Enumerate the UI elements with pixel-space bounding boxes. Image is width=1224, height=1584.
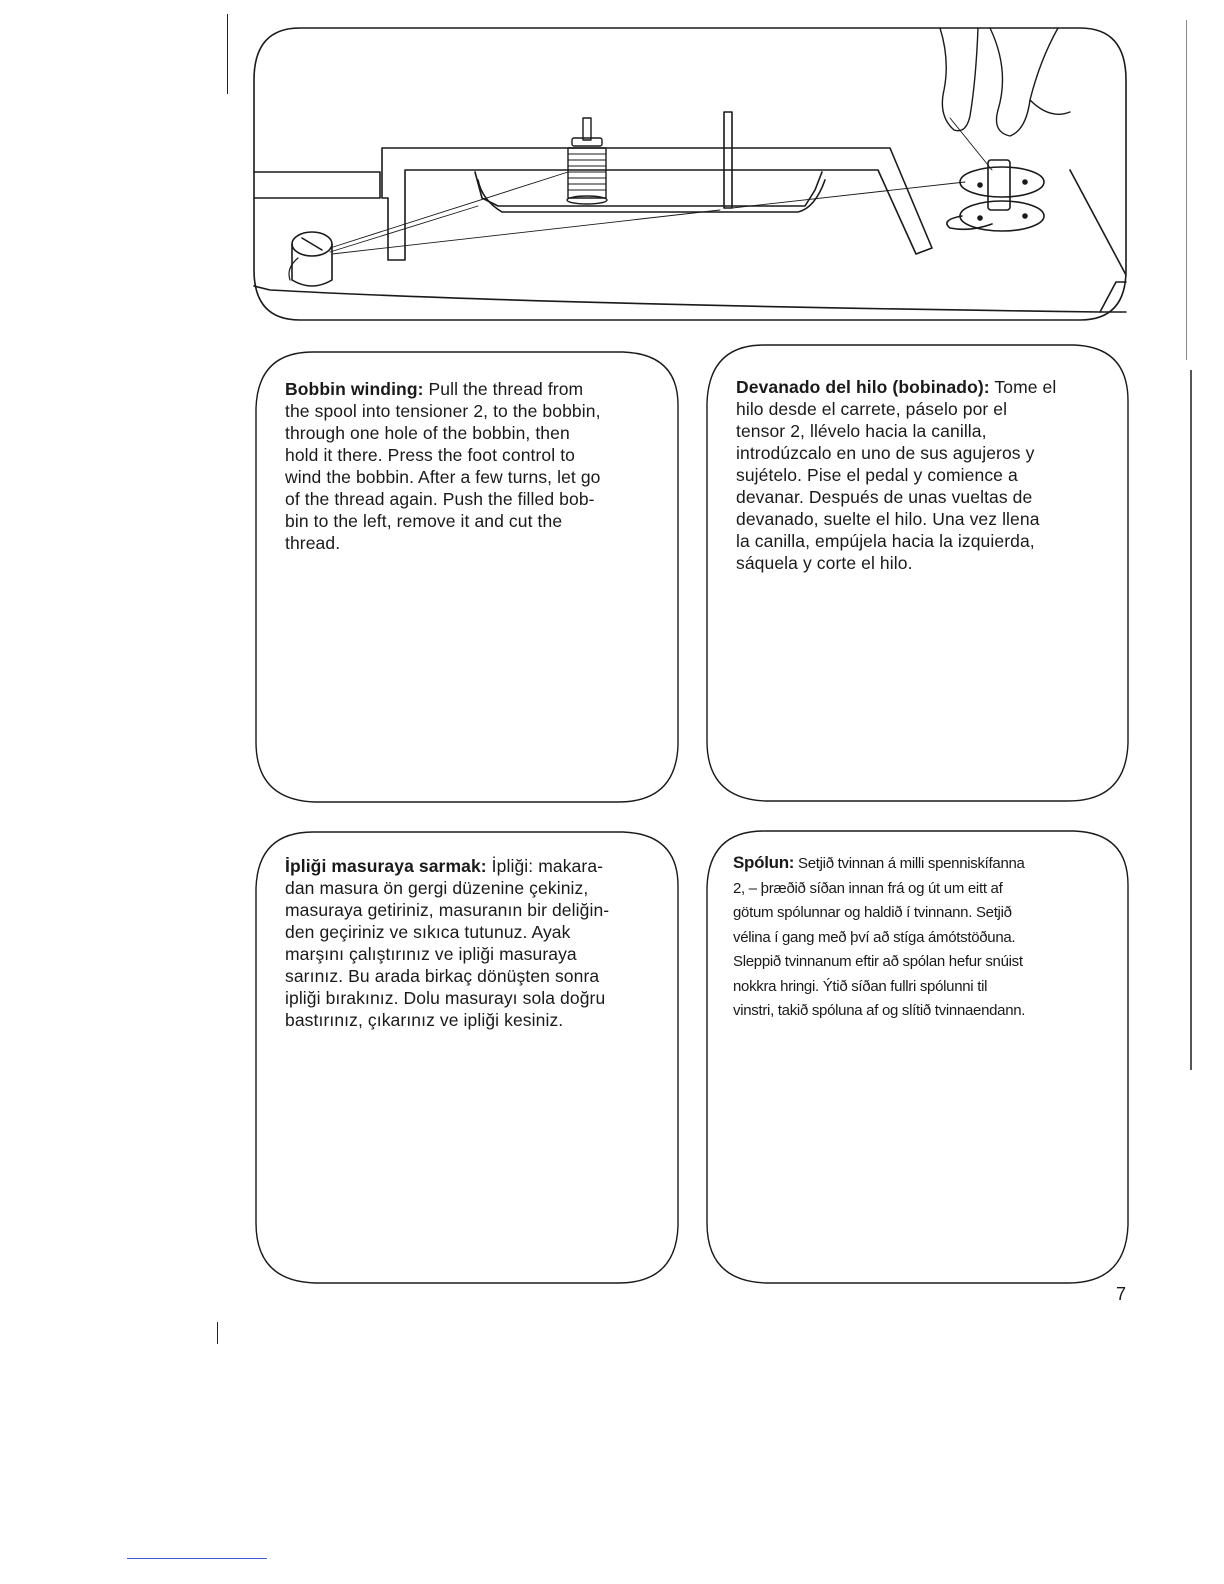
panel-english-body: Pull the thread from the spool into tensioner 2, to the bobbin, through one hole of the bobbin, then hold it there. Press the foot control to wind the bobbin. After a few turns, let go of the thread again. Push the filled bob- bin to the left, remove it and cut the thread. [285,379,601,553]
thread-guide-bracket [382,148,932,260]
panel-english-text [285,378,665,554]
spool [567,118,607,204]
hand [940,28,1070,136]
panel-english-heading: Bobbin winding: [285,379,424,399]
bobbin-winding-illustration [250,20,1130,325]
right-margin-mark [1186,20,1187,360]
left-margin-mark [227,14,228,94]
panel-spanish-text [736,376,1121,574]
panel-icelandic-body: Setjið tvinnan á milli spenniskífanna 2, – þræðið síðan innan frá og út um eitt af götum spólunnar og haldið í tvinnann. Setjið vélina í gang með því að stíga ámótstöðuna. Sleppið tvinnanum eftir að spólan hefur snúist nokkra hringi. Ýtið síðan fullri spólunni til vinstri, takið spóluna af og slítið tvinnaendann. [733,855,1026,1019]
panel-turkish-body: İpliği: makara- dan masura ön gergi düzenine çekiniz, masuraya getiriniz, masuranın bir deliğin- den geçiriniz ve sıkıca tutunuz. Ayak marşını çalıştırınız ve ipliği masuraya sarınız. Bu arada birkaç dönüşten sonra ipliği bırakınız. Dolu masurayı sola doğru bastırınız, çıkarınız ve ipliği kesiniz. [285,856,610,1030]
panel-english [253,350,680,804]
tensioner-knob [289,232,332,286]
panel-icelandic-text [733,851,1125,1024]
panel-turkish [253,830,680,1285]
bobbin-winder [947,160,1044,231]
panel-icelandic [704,829,1130,1285]
panel-spanish-body: Tome el hilo desde el carrete, páselo por el tensor 2, llévelo hacia la canilla, introdúzcalo en uno de sus agujeros y sujételo. Pise el pedal y comience a devanar. Después de unas vueltas de devanado, suelte el hilo. Una vez llena la canilla, empújela hacia la izquierda, sáquela y corte el hilo. [736,377,1057,573]
page-number: 7 [1116,1284,1127,1304]
spool-pin [724,112,732,208]
panel-turkish-heading: İpliği masuraya sarmak: [285,856,487,876]
footer-link-underline [127,1558,267,1559]
lower-left-mark [217,1322,218,1344]
machine-top-surface [254,172,380,198]
illustration-frame [254,28,1126,320]
thread-path [330,118,992,254]
panel-icelandic-heading: Spólun: [733,853,795,872]
panel-spanish-heading: Devanado del hilo (bobinado): [736,377,990,397]
right-margin-rule [1190,370,1192,1070]
panel-spanish [704,343,1130,803]
panel-turkish-text [285,855,670,1031]
